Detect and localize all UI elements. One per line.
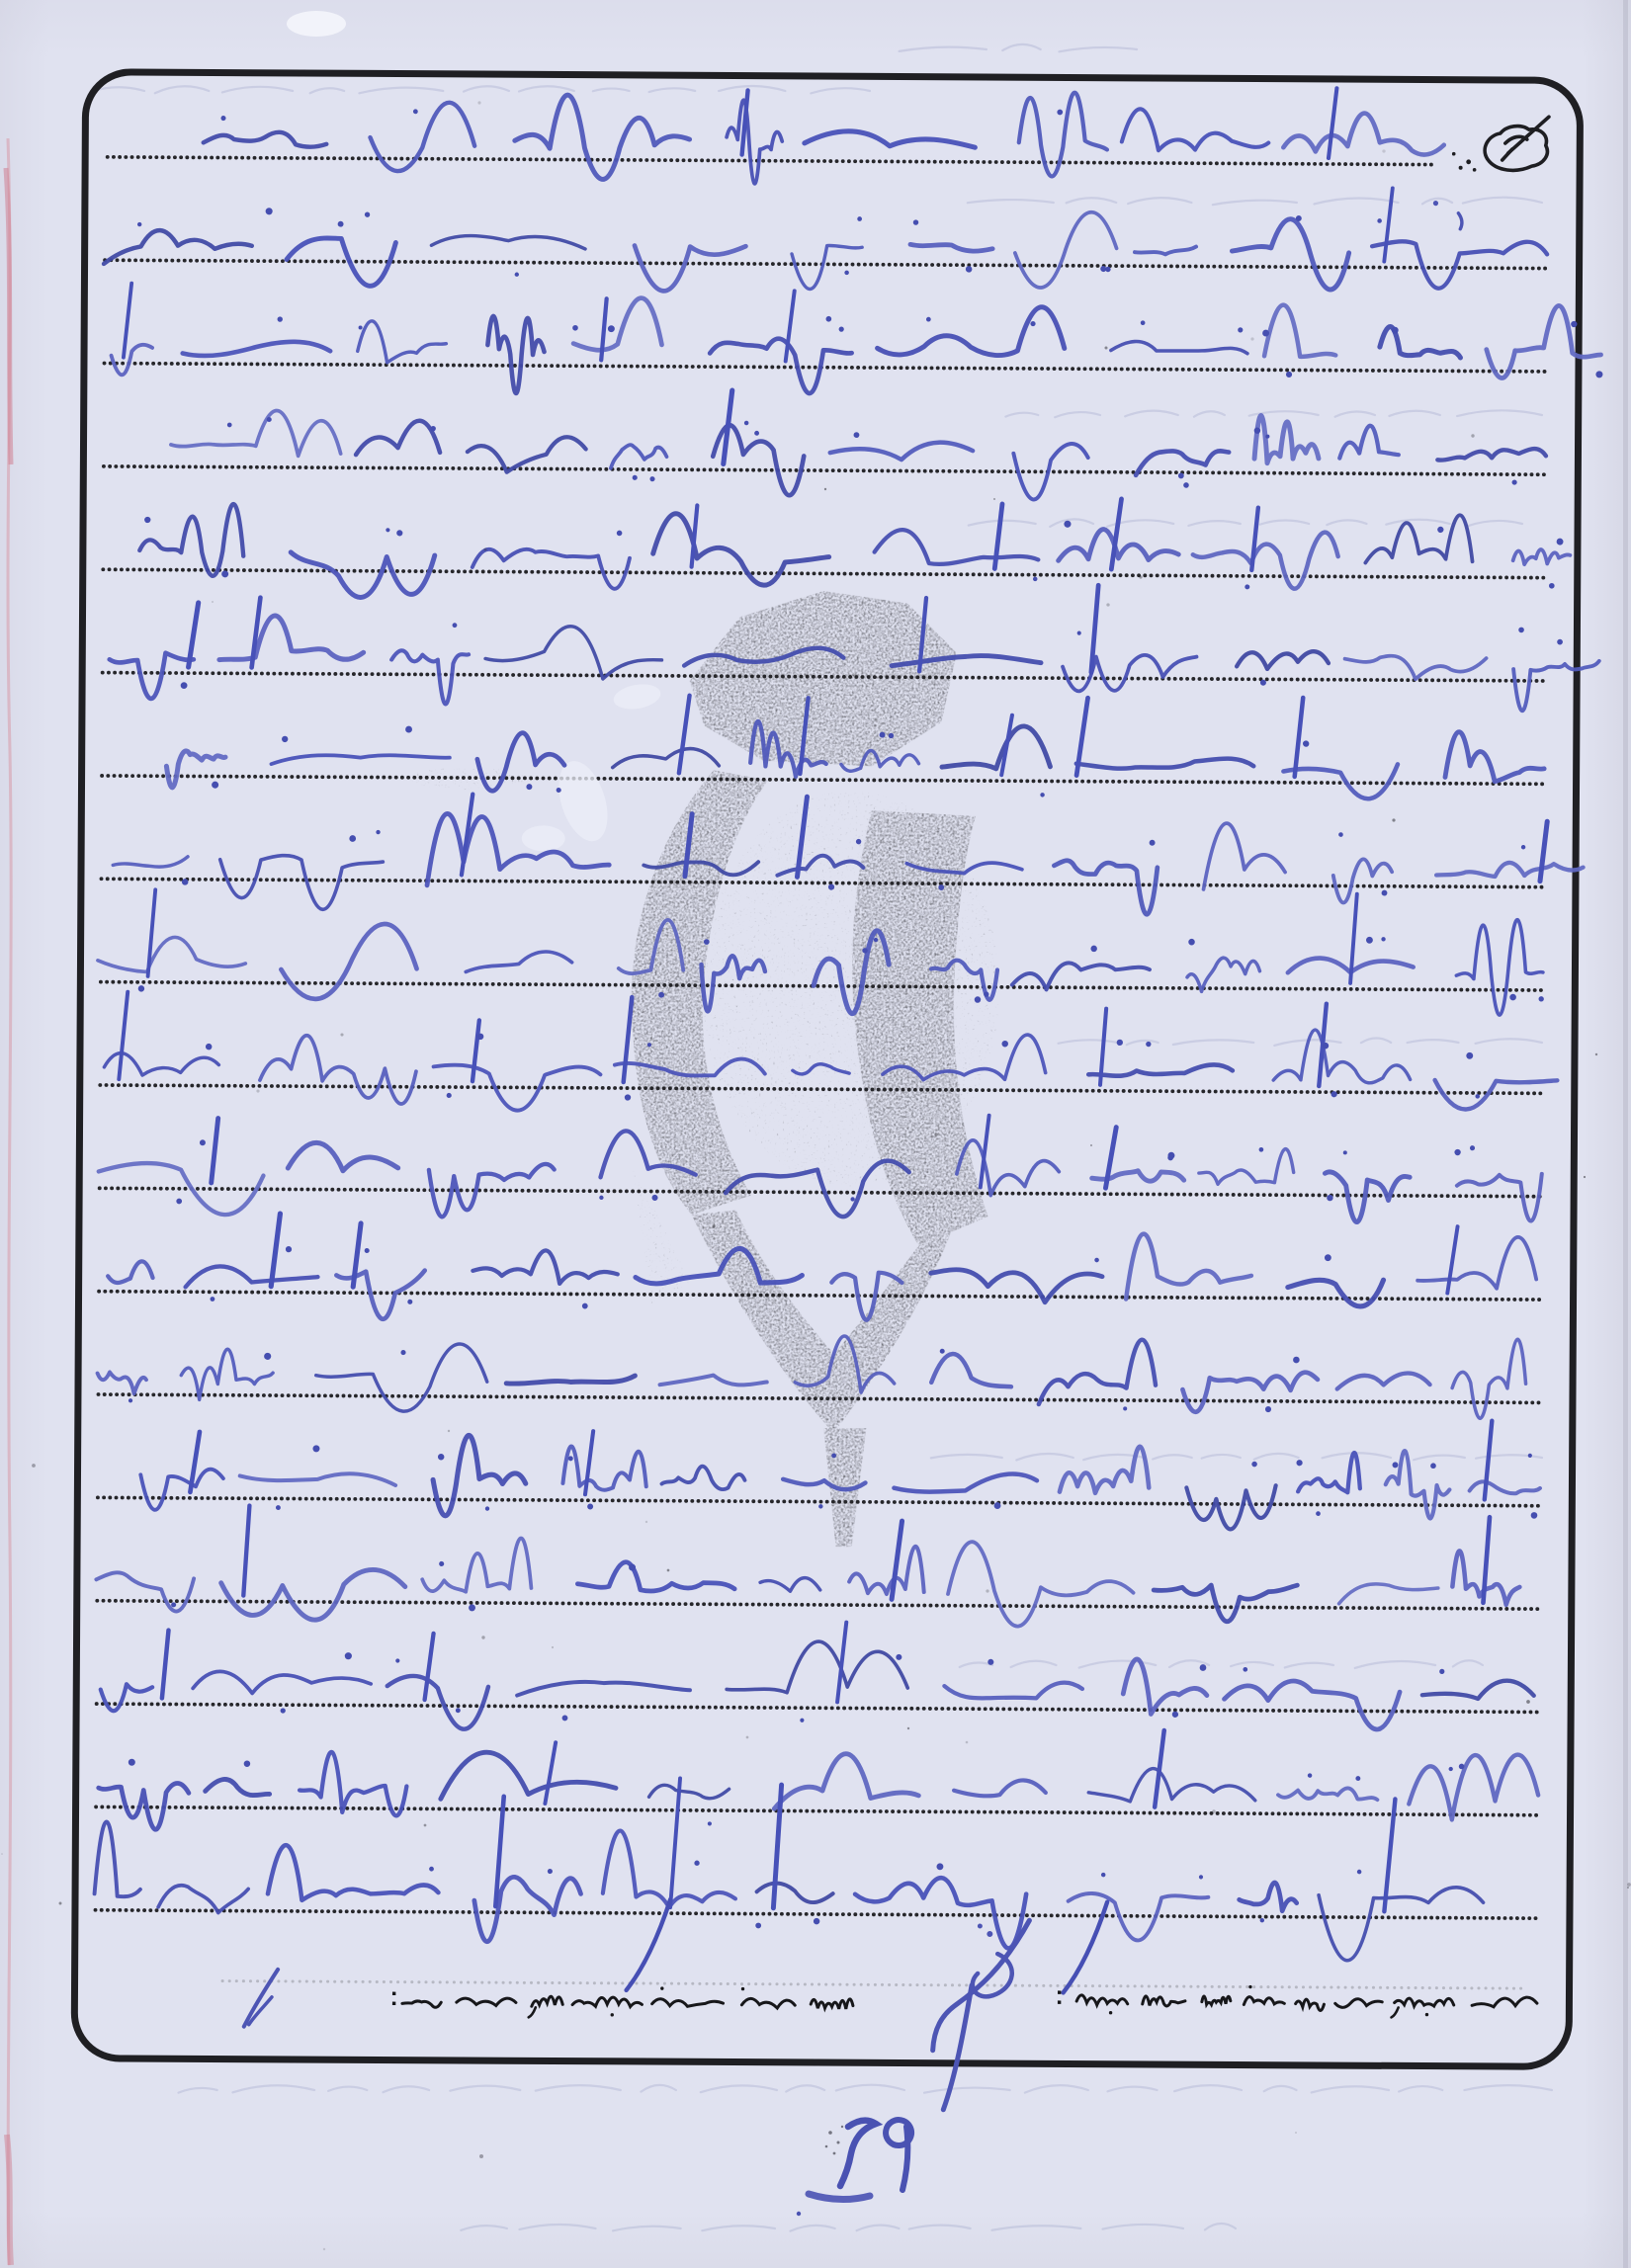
ghost-text-row [1050, 519, 1093, 527]
dust-speck [1139, 575, 1142, 578]
ghost-text-row [222, 87, 293, 93]
dust-speck [1104, 346, 1107, 349]
dust-speck [907, 1727, 909, 1729]
white-out-patches [522, 680, 663, 852]
ghost-text-row [1059, 47, 1137, 51]
ghost-text-row [1463, 198, 1542, 204]
ghost-text-row [1408, 1040, 1459, 1043]
ruled-line [105, 260, 1550, 268]
ghost-text-row [1205, 2224, 1236, 2229]
ghost-text-row [1468, 521, 1522, 526]
ghost-text-row [1103, 2225, 1184, 2229]
ghost-text-row [464, 86, 509, 91]
ghost-text-row [1260, 520, 1309, 524]
dust-speck [824, 488, 826, 490]
ghost-text-row [1285, 1663, 1333, 1668]
ghost-text-row [924, 2088, 1010, 2093]
ghost-text-row [1153, 1455, 1192, 1459]
ghost-text-row [1067, 198, 1117, 203]
dust-speck [1106, 603, 1109, 606]
ghost-text-row [1355, 1661, 1435, 1668]
handwritten-line [204, 82, 1445, 188]
ghost-text-row [702, 2226, 775, 2230]
ghost-text-row [461, 2226, 507, 2230]
ghost-text-row [328, 2087, 367, 2091]
dust-speck [1627, 1883, 1631, 1887]
ghost-text-row [1414, 1456, 1465, 1461]
ghost-text-row [1202, 1455, 1241, 1459]
ruled-line [96, 1806, 1541, 1814]
ghost-text-row [1002, 44, 1040, 50]
dust-speck [993, 498, 995, 500]
ghost-text-row [383, 2086, 429, 2092]
dust-speck [966, 1741, 969, 1744]
ruled-line [102, 776, 1547, 784]
ghost-text-row [1016, 1454, 1073, 1460]
ruled-line [103, 569, 1548, 577]
ghost-text-row [232, 2085, 314, 2092]
ruled-line [99, 1292, 1544, 1300]
ghost-text-row [857, 2226, 900, 2231]
ghost-text-row [1361, 1038, 1391, 1043]
ghost-text-row [1188, 521, 1240, 526]
dust-speck [1471, 434, 1474, 437]
ghost-text-row [960, 1663, 993, 1667]
ghost-text-row [1011, 1661, 1057, 1667]
ghost-text-row [1264, 2086, 1297, 2091]
narrator-label [392, 1985, 853, 2019]
handwritten-line [98, 1724, 1538, 1838]
interviewer-signature [243, 1916, 1029, 2111]
ghost-text-row [909, 2226, 971, 2229]
ghost-text-row [1386, 520, 1449, 525]
handwritten-line [108, 1213, 1537, 1325]
ghost-text-row [519, 86, 574, 91]
dust-speck [645, 1521, 647, 1523]
ghost-text-row [786, 2085, 824, 2091]
dust-speck [667, 1569, 670, 1572]
dust-speck [1392, 818, 1395, 821]
ghost-text-row [1231, 1662, 1273, 1666]
dust-speck [655, 960, 658, 963]
dust-speck [1250, 337, 1253, 340]
ghost-text-row [719, 86, 785, 91]
dust-speck [483, 547, 486, 550]
ghost-text-row [519, 2225, 595, 2229]
dust-speck [1295, 2132, 1297, 2134]
handwritten-line [104, 181, 1548, 296]
ghost-text-row [1254, 1454, 1299, 1460]
ghost-text-row [931, 1455, 1002, 1458]
ruled-line [108, 157, 1434, 165]
ghost-text-row [1399, 2086, 1442, 2091]
handwritten-line [171, 387, 1547, 503]
ghost-text-row [1128, 198, 1191, 204]
ghost-text-row [155, 86, 210, 93]
dust-speck [340, 1033, 343, 1036]
dust-speck [59, 1902, 62, 1905]
dust-speck [256, 1089, 259, 1092]
ghost-text-row [536, 2085, 621, 2091]
ghost-text-row [811, 88, 870, 93]
ghost-text-row [790, 2226, 834, 2231]
ghost-text-row [1173, 1040, 1253, 1045]
ghost-text-row [641, 2085, 675, 2092]
ghost-text-row [968, 200, 1054, 203]
ghost-text-row [1464, 2085, 1552, 2090]
ruled-line [104, 466, 1549, 474]
ruled-line [97, 1601, 1542, 1609]
ruled-line [97, 1704, 1542, 1712]
page-number-underline [809, 2194, 870, 2200]
dust-speck [424, 1824, 427, 1827]
ghost-text-row [900, 47, 987, 51]
ghost-text-row [1312, 2086, 1389, 2092]
dust-speck [934, 1133, 937, 1135]
ghost-text-row [649, 88, 696, 92]
dust-speck [1595, 1053, 1597, 1055]
ghost-text-row [1108, 2087, 1158, 2092]
writing-hand-icon [1452, 117, 1549, 172]
ink-specks [825, 2126, 844, 2155]
ghost-text-row [593, 89, 630, 92]
page-number [479, 2120, 911, 2216]
ghost-text-row [1025, 2085, 1088, 2092]
dust-speck [1627, 1887, 1629, 1889]
dust-speck [477, 101, 480, 104]
ghost-text-row [1125, 411, 1178, 417]
handwritten-line [94, 1775, 1484, 1995]
stray-ink-flecks [1433, 201, 1462, 229]
ghost-text-row [836, 2085, 904, 2091]
dust-speck [1, 1853, 3, 1855]
ghost-text-row [450, 2086, 520, 2091]
ghost-text-row [1314, 198, 1398, 204]
ruled-line [104, 364, 1549, 372]
ghost-text-row [701, 2085, 777, 2092]
dust-speck [921, 1263, 924, 1266]
ghost-text-row [613, 2226, 681, 2231]
footer-row [243, 1916, 1537, 2114]
faint-footer-rule [222, 1981, 1527, 1989]
ghost-text-row [1174, 2085, 1242, 2091]
ghost-text-row [359, 88, 443, 94]
ghost-text-row [1389, 411, 1439, 416]
dust-speck [448, 1430, 450, 1432]
ghost-text-row [1127, 1041, 1159, 1045]
dust-speck [32, 1464, 36, 1468]
dust-speck [481, 1636, 484, 1638]
ghost-text-row [1213, 201, 1297, 205]
dust-speck [1382, 149, 1385, 152]
ghost-text-row [1059, 1040, 1118, 1044]
dust-speck [875, 718, 878, 721]
dust-speck [644, 1005, 646, 1007]
ghost-text-row [1327, 520, 1366, 525]
ghost-text-row [992, 2226, 1081, 2229]
ghost-text-row [1335, 411, 1375, 416]
ghost-text-row [310, 88, 345, 93]
ghost-text-row [1457, 410, 1542, 416]
dust-speck [746, 1736, 749, 1739]
handwritten-line [139, 493, 1571, 604]
dust-speck [986, 1589, 988, 1592]
ghost-text-row [1476, 1455, 1542, 1458]
dust-speck [1212, 1809, 1216, 1813]
ghost-text-row [1005, 413, 1038, 417]
dust-speck [212, 601, 214, 603]
dust-speck [1090, 1144, 1092, 1146]
handwritten-line [101, 1618, 1535, 1735]
ghost-text-row [1453, 1660, 1483, 1666]
dust-speck [712, 1224, 715, 1227]
ghost-text-row [179, 2088, 217, 2093]
ghost-text-row [1194, 411, 1225, 416]
dust-speck [552, 1646, 554, 1648]
dust-speck [1526, 1700, 1530, 1704]
handwritten-line [111, 284, 1603, 400]
dust-speck [323, 2248, 325, 2250]
dust-speck [1584, 1176, 1586, 1178]
handwritten-line [96, 1505, 1520, 1630]
ghost-text-row [1476, 1039, 1542, 1044]
ghost-text-row [1055, 412, 1100, 417]
